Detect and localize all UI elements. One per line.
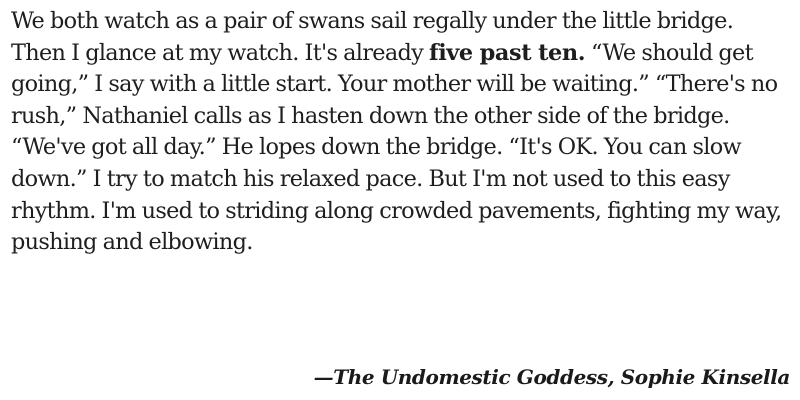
passage-emphasis: five past ten. (428, 39, 586, 66)
passage-text-before: We both watch as a pair of swans sail regally under the little bridge. Then I glance at my watch. It's already (11, 8, 734, 66)
quote-attribution: —The Undomestic Goddess, Sophie Kinsella (313, 365, 790, 389)
quote-passage (11, 6, 791, 259)
passage-text-after: “We should get going,” I say with a little start. Your mother will be waiting.” “There's no rush,” Nathaniel calls as I hasten down the other side of the bridge. “We've got all day.” He lopes down the bridge. “It's OK. You can slow down.” I try to match his relaxed pace. But I'm not used to this easy rhythm. I'm used to striding along crowded pavements, fighting my way, pushing and elbowing. (11, 39, 782, 256)
